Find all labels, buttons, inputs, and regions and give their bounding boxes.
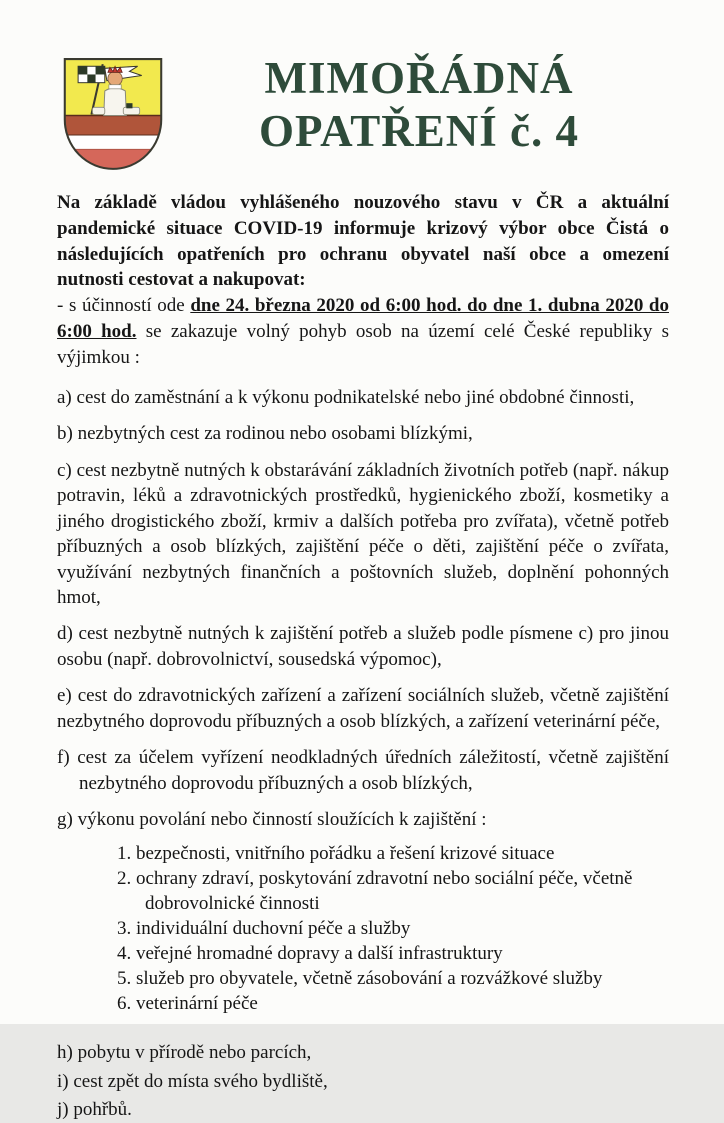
sublist-item-4: 4. veřejné hromadné dopravy a další infrastruktury bbox=[117, 942, 503, 964]
exception-item-c: c) cest nezbytně nutných k obstarávání základních životních potřeb (např. nákup potravin, léků a zdravotnických prostředků, hygienického zboží, kosmetiky a jiného drogistického zboží, krmiv a dalších potřeba pro zvířata), včetně potřeb příbuzných a osob blízkých, zajištění péče o děti, zajištění péče o zvířata, využívání nezbytných finančních a poštovních služeb, doplnění pohonných hmot, bbox=[57, 459, 669, 608]
crest-brick-band bbox=[62, 116, 165, 135]
exception-item-g: g) výkonu povolání nebo činností sloužících k zajištění : bbox=[57, 809, 487, 831]
exception-item-f: f) cest za účelem vyřízení neodkladných úředních záležitostí, včetně zajištění nezbytného doprovodu příbuzných a osob blízkých, bbox=[57, 747, 669, 794]
exception-item-h: h) pobytu v přírodě nebo parcích, bbox=[57, 1042, 312, 1064]
crest-white-band bbox=[62, 135, 165, 149]
effective-date-range: dne 24. března 2020 od 6:00 hod. do dne 1. dubna 2020 do 6:00 hod. bbox=[57, 295, 669, 343]
exception-item-e: e) cest do zdravotnických zařízení a zařízení sociálních služeb, včetně zajištění nezbytného doprovodu příbuzných a osob blízkých, a zařízení veterinární péče, bbox=[57, 685, 669, 732]
sublist-item-6: 6. veterinární péče bbox=[117, 993, 258, 1015]
municipal-coat-of-arms-icon bbox=[57, 56, 169, 174]
sublist-item-3: 3. individuální duchovní péče a služby bbox=[117, 917, 411, 939]
sublist-item-2: 2. ochrany zdraví, poskytování zdravotní nebo sociální péče, včetně dobrovolnické činnosti bbox=[117, 867, 633, 914]
exception-item-i: i) cest zpět do místa svého bydliště, bbox=[57, 1070, 328, 1092]
exception-item-a: a) cest do zaměstnání a k výkonu podnikatelské nebo jiné obdobné činnosti, bbox=[57, 386, 635, 408]
effective-dates-paragraph bbox=[57, 293, 669, 370]
effect-suffix: se zakazuje volný pohyb osob na území celé České republiky s výjimkou : bbox=[57, 321, 669, 368]
exception-item-j: j) pohřbů. bbox=[57, 1099, 132, 1121]
occupation-sublist bbox=[117, 841, 659, 1017]
title-line-1: MIMOŘÁDNÁ bbox=[264, 53, 574, 103]
exception-item-d: d) cest nezbytně nutných k zajištění potřeb a služeb podle písmene c) pro jinou osobu (např. dobrovolnictví, sousedská výpomoc), bbox=[57, 623, 670, 670]
title-line-2: OPATŘENÍ č. 4 bbox=[258, 106, 580, 157]
document-header bbox=[57, 50, 669, 174]
sublist-item-5: 5. služeb pro obyvatele, včetně zásobování a rozvážkové služby bbox=[117, 967, 603, 989]
final-exception-list bbox=[57, 1040, 669, 1122]
sublist-item-1: 1. bezpečnosti, vnitřního pořádku a řešení krizové situace bbox=[117, 842, 555, 864]
document-title bbox=[169, 50, 669, 158]
exception-list bbox=[57, 385, 669, 833]
effect-prefix: - s účinností ode bbox=[57, 295, 191, 317]
intro-paragraph: Na základě vládou vyhlášeného nouzového stavu v ČR a aktuální pandemické situace COVID-19 informuje krizový výbor obce Čistá o následujících opatřeních pro ochranu obyvatel naší obce a omezení nutnosti cestovat a nakupovat: bbox=[57, 192, 669, 291]
exception-item-b: b) nezbytných cest za rodinou nebo osobami blízkými, bbox=[57, 423, 473, 445]
